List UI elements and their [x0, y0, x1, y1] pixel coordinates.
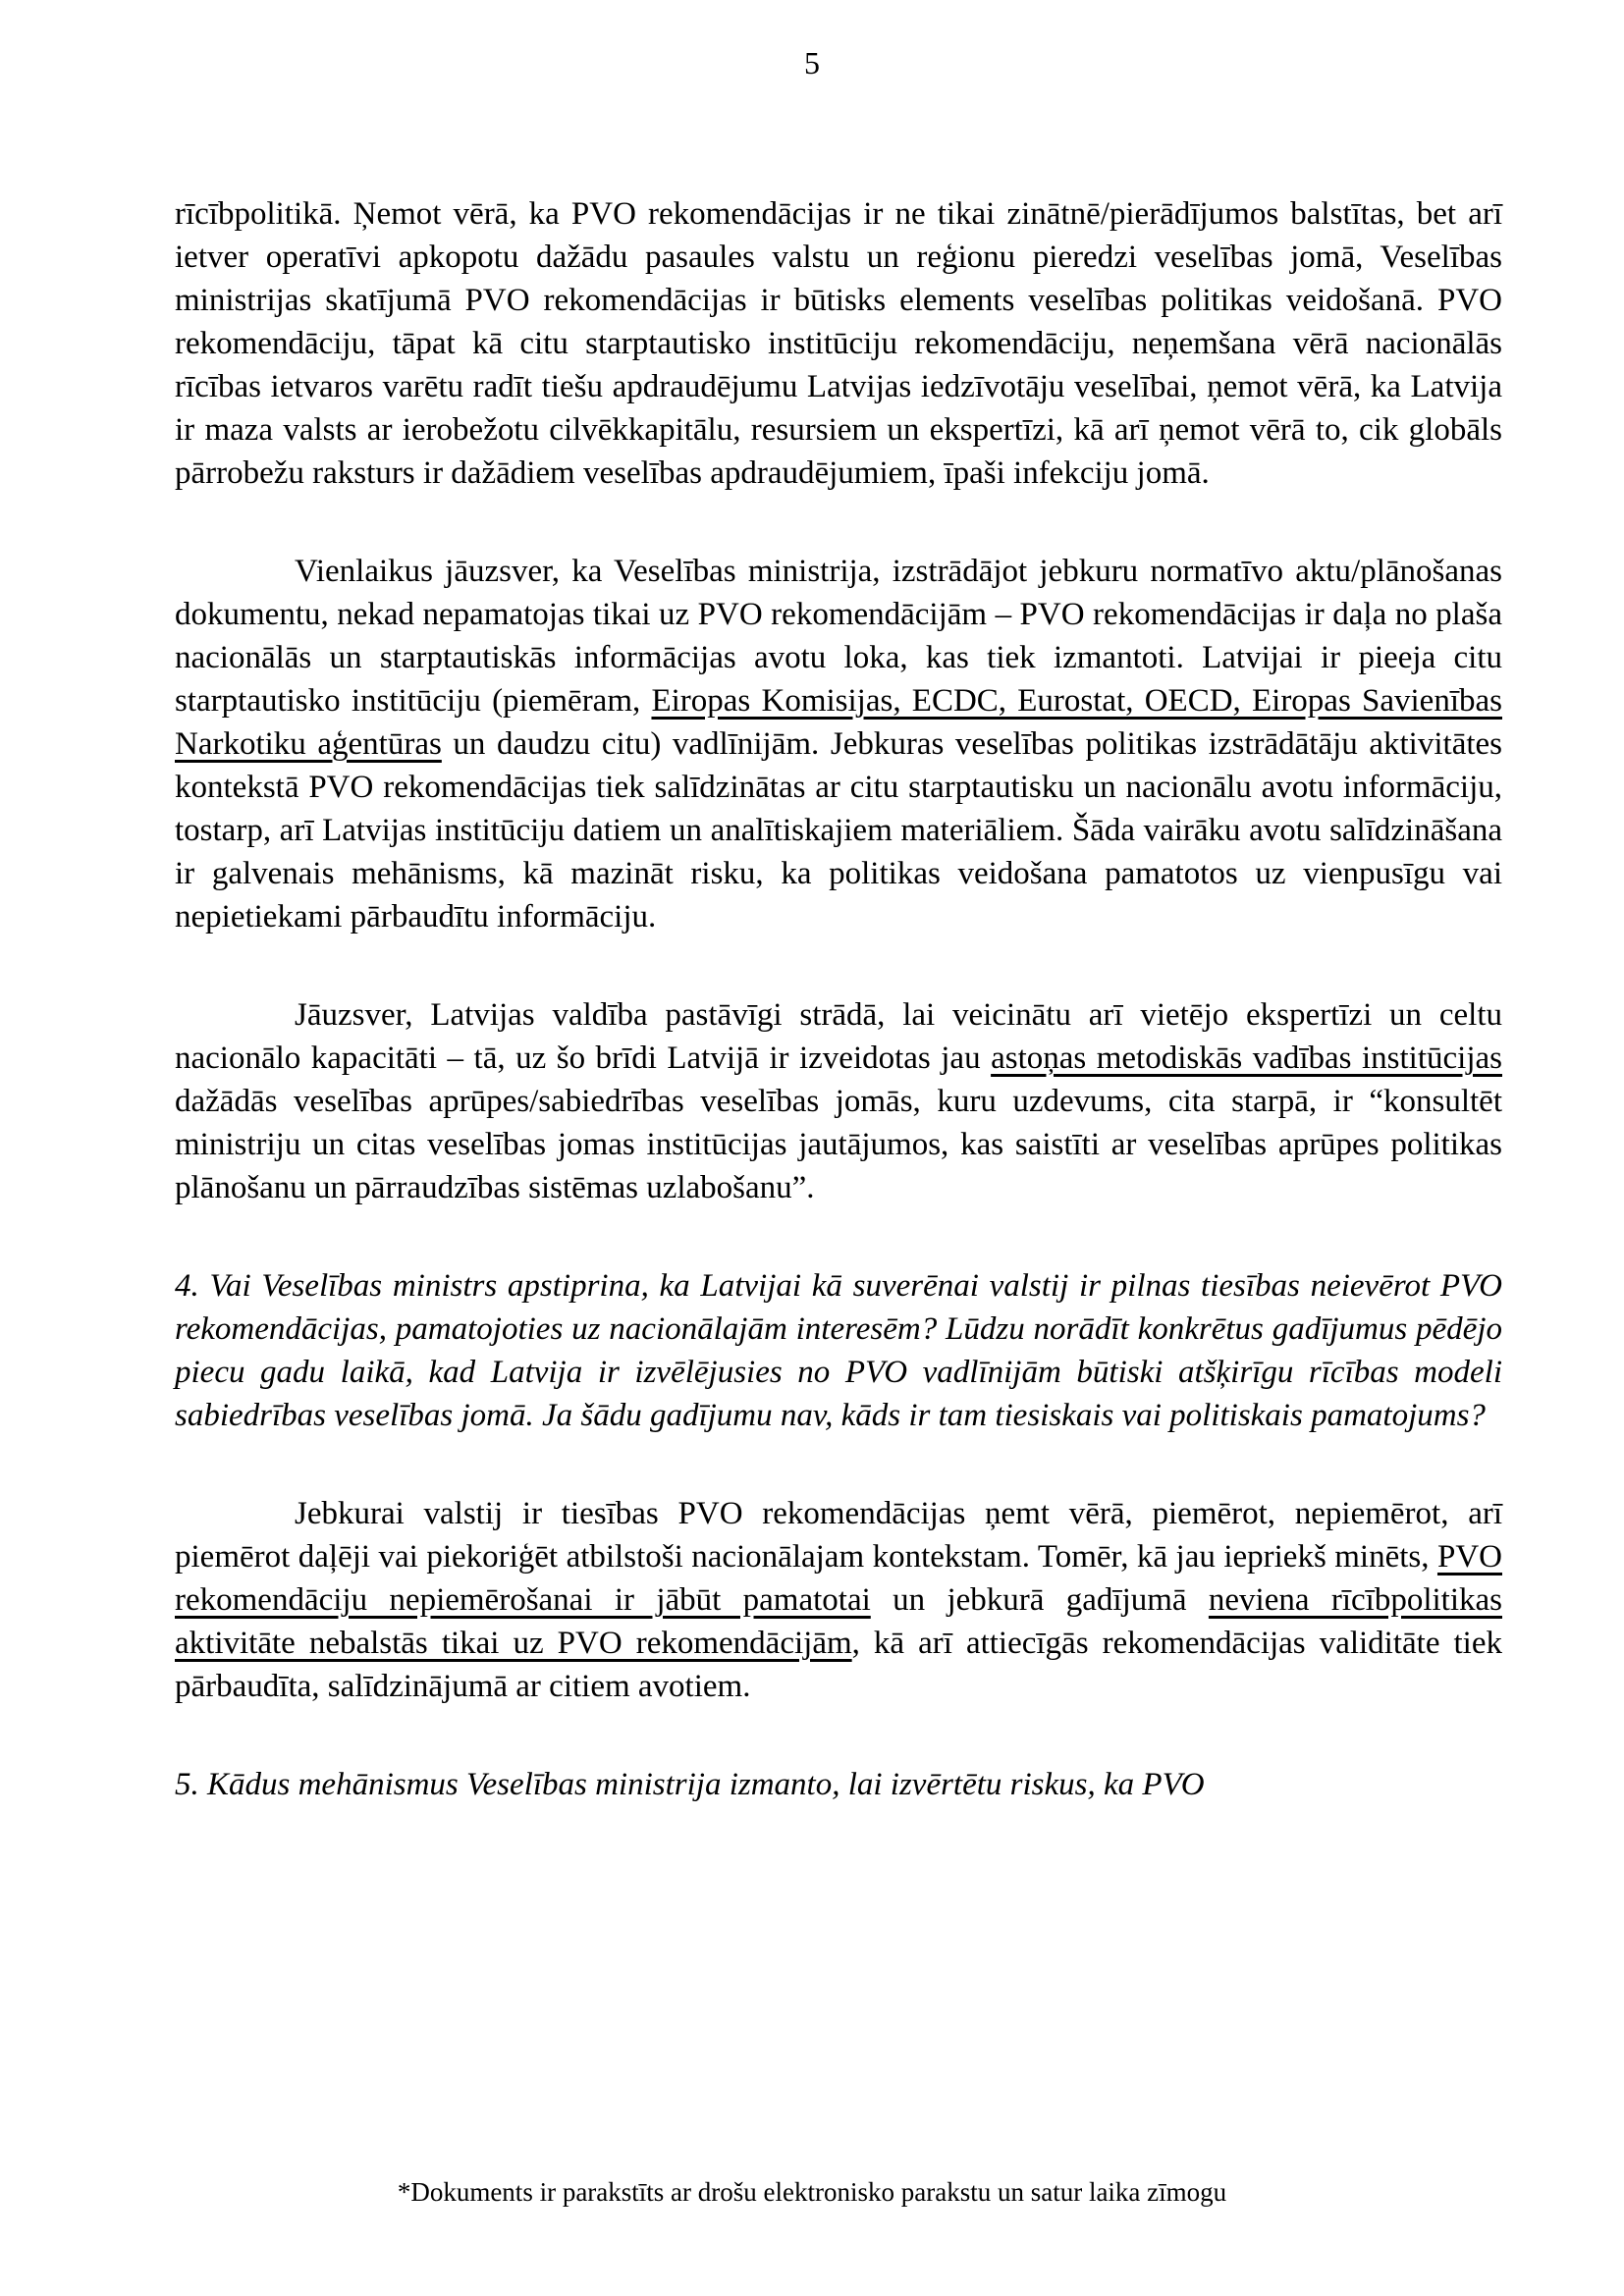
underlined-phrase-eu-institutions: Eiropas Komisijas, ECDC, Eurostat, OECD, Eiropas Savienības Narkotiku aģentūras — [175, 683, 1502, 762]
paragraph-sources-text-b: un daudzu citu) vadlīnijām. Jebkuras veselības politikas izstrādātāju aktivitātes kontekstā PVO rekomendācijas tiek salīdzinātas ar citu starptautisku un nacionālu avotu informāciju, tostarp, arī Latvijas institūciju datiem un analītiskajiem materiāliem. Šāda vairāku avotu salīdzināšana ir galvenais mehānisms, kā mazināt risku, ka politikas veidošana pamatotos uz vienpusīgu vai nepietiekami pārbaudītu informāciju. — [175, 726, 1502, 934]
paragraph-continuation — [175, 192, 1502, 495]
question-4 — [175, 1264, 1502, 1437]
page-number: 5 — [804, 45, 820, 80]
document-body — [175, 192, 1502, 1806]
question-5 — [175, 1763, 1502, 1806]
paragraph-continuation-text: rīcībpolitikā. Ņemot vērā, ka PVO rekomendācijas ir ne tikai zinātnē/pierādījumos balstītas, bet arī ietver operatīvi apkopotu dažādu pasaules valstu un reģionu pieredzi veselības jomā, Veselības ministrijas skatījumā PVO rekomendācijas ir būtisks elements veselības politikas veidošanā. PVO rekomendāciju, tāpat kā citu starptautisko institūciju rekomendāciju, neņemšana vērā nacionālās rīcības ietvaros varētu radīt tiešu apdraudējumu Latvijas iedzīvotāju veselībai, ņemot vērā, ka Latvija ir maza valsts ar ierobežotu cilvēkkapitālu, resursiem un ekspertīzi, kā arī ņemot vērā to, cik globāls pārrobežu raksturs ir dažādiem veselības apdraudējumiem, īpaši infekciju jomā. — [175, 196, 1502, 491]
paragraph-national-capacity-text-b: dažādās veselības aprūpes/sabiedrības veselības jomās, kuru uzdevums, cita starpā, ir “konsultēt ministriju un citas veselības jomas institūcijas jautājumos, kas saistīti ar veselības aprūpes politikas plānošanu un pārraudzības sistēmas uzlabošanu”. — [175, 1084, 1502, 1205]
paragraph-answer-4 — [175, 1492, 1502, 1708]
paragraph-answer-4-text-b: un jebkurā gadījumā — [870, 1582, 1209, 1618]
paragraph-national-capacity-text-a: Jāuzsver, Latvijas valdība pastāvīgi strādā, lai veicinātu arī vietējo ekspertīzi un celtu nacionālo kapacitāti – tā, uz šo brīdi Latvijā ir izveidotas jau — [175, 997, 1502, 1076]
signature-note: *Dokuments ir parakstīts ar drošu elektronisko parakstu un satur laika zīmogu — [397, 2177, 1227, 2207]
underlined-phrase-eight-institutions: astoņas metodiskās vadības institūcijas — [991, 1041, 1502, 1076]
question-4-text: 4. Vai Veselības ministrs apstiprina, ka Latvijai kā suverēnai valstij ir pilnas tiesības neievērot PVO rekomendācijas, pamatojoties uz nacionālajām interesēm? Lūdzu norādīt konkrētus gadījumus pēdējo piecu gadu laikā, kad Latvija ir izvēlējusies no PVO vadlīnijām būtiski atšķirīgu rīcības modeli sabiedrības veselības jomā. Ja šādu gadījumu nav, kāds ir tam tiesiskais vai politiskais pamatojums? — [175, 1268, 1502, 1433]
paragraph-national-capacity — [175, 993, 1502, 1209]
underlined-phrase-no-policy-solely-on-who: neviena rīcībpolitikas aktivitāte nebalstās tikai uz PVO rekomendācijām — [175, 1582, 1502, 1661]
paragraph-answer-4-text-a: Jebkurai valstij ir tiesības PVO rekomendācijas ņemt vērā, piemērot, nepiemērot, arī piemērot daļēji vai piekoriģēt atbilstoši nacionālajam kontekstam. Tomēr, kā jau iepriekš minēts, — [175, 1496, 1502, 1575]
paragraph-answer-4-text-c: , kā arī attiecīgās rekomendācijas validitāte tiek pārbaudīta, salīdzinājumā ar citiem avotiem. — [175, 1626, 1502, 1704]
paragraph-sources — [175, 550, 1502, 938]
underlined-phrase-justified-nonapplication: PVO rekomendāciju nepiemērošanai ir jābūt pamatotai — [175, 1539, 1502, 1618]
paragraph-sources-text-a: Vienlaikus jāuzsver, ka Veselības ministrija, izstrādājot jebkuru normatīvo aktu/plānošanas dokumentu, nekad nepamatojas tikai uz PVO rekomendācijām – PVO rekomendācijas ir daļa no plaša nacionālās un starptautiskās informācijas avotu loka, kas tiek izmantoti. Latvijai ir pieeja citu starptautisko institūciju (piemēram, — [175, 554, 1502, 719]
question-5-text: 5. Kādus mehānismus Veselības ministrija izmanto, lai izvērtētu riskus, ka PVO — [175, 1767, 1205, 1802]
